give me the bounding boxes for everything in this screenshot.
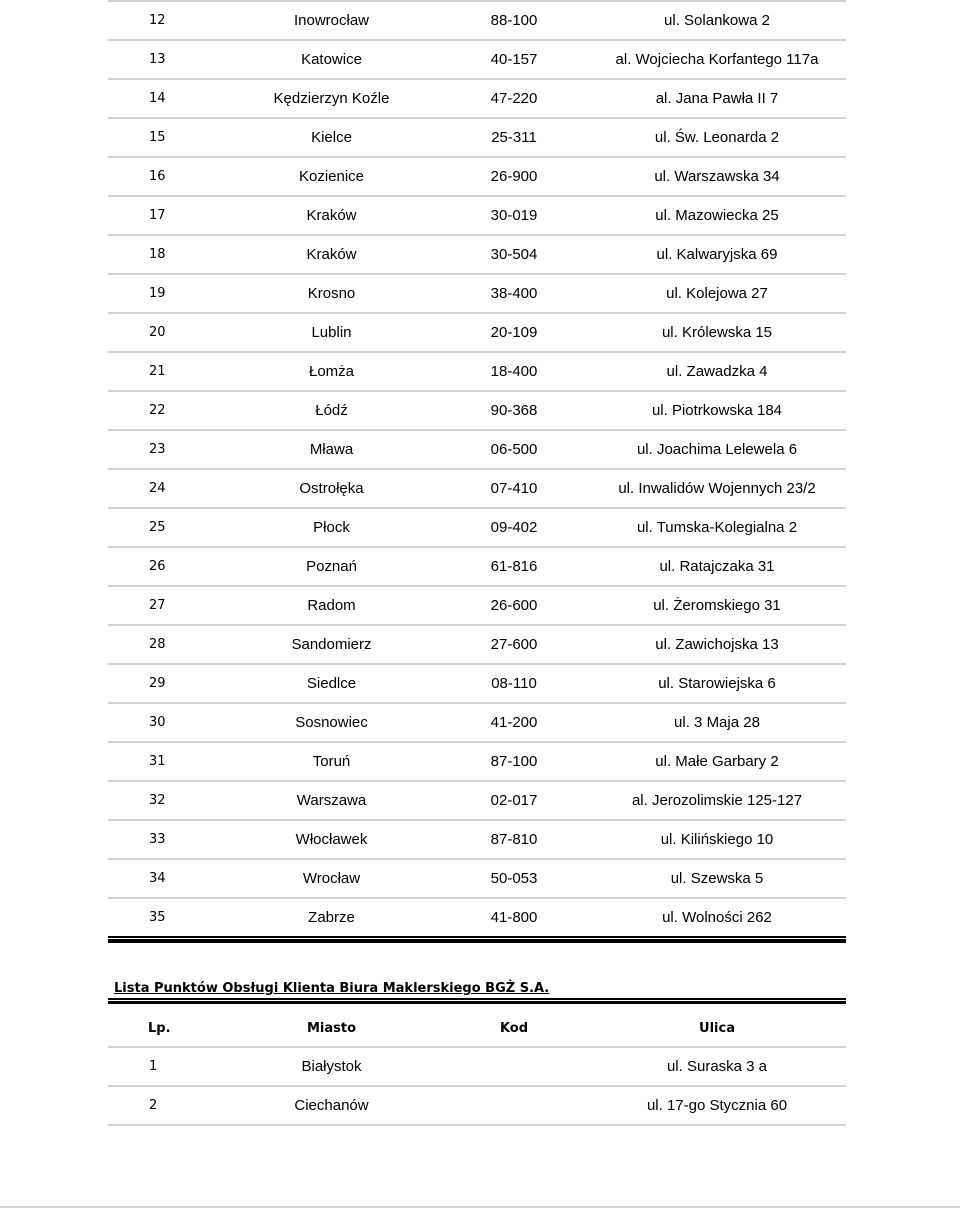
- table-row: [108, 781, 846, 820]
- city-cell: Płock: [223, 508, 440, 547]
- title-rule: [108, 1001, 846, 1004]
- header-lp: Lp.: [108, 1010, 223, 1047]
- row-number: 19: [108, 274, 223, 313]
- city-cell: Kielce: [223, 118, 440, 157]
- row-number: 33: [108, 820, 223, 859]
- street-cell: ul. Królewska 15: [588, 313, 846, 352]
- row-number: 30: [108, 703, 223, 742]
- city-cell: Inowrocław: [223, 2, 440, 40]
- postal-code-cell: 27-600: [440, 625, 588, 664]
- row-number: 26: [108, 547, 223, 586]
- table-row: [108, 742, 846, 781]
- city-cell: Kraków: [223, 196, 440, 235]
- street-cell: ul. Tumska-Kolegialna 2: [588, 508, 846, 547]
- table-row: [108, 859, 846, 898]
- city-cell: Toruń: [223, 742, 440, 781]
- row-number: 25: [108, 508, 223, 547]
- street-cell: ul. Solankowa 2: [588, 2, 846, 40]
- postal-code-cell: [440, 1086, 588, 1125]
- table-row: [108, 430, 846, 469]
- street-cell: ul. Warszawska 34: [588, 157, 846, 196]
- street-cell: ul. Ratajczaka 31: [588, 547, 846, 586]
- table-row: [108, 469, 846, 508]
- street-cell: ul. 3 Maja 28: [588, 703, 846, 742]
- street-cell: ul. Joachima Lelewela 6: [588, 430, 846, 469]
- table-row: [108, 703, 846, 742]
- table-end-rule: [108, 936, 846, 938]
- table-row: [108, 1086, 846, 1125]
- title-rule: [108, 998, 846, 1000]
- table-row: [108, 79, 846, 118]
- postal-code-cell: 90-368: [440, 391, 588, 430]
- street-cell: ul. Małe Garbary 2: [588, 742, 846, 781]
- city-cell: Mława: [223, 430, 440, 469]
- client-points-table: [108, 1010, 846, 1126]
- city-cell: Ciechanów: [223, 1086, 440, 1125]
- row-number: 32: [108, 781, 223, 820]
- table-row: [108, 898, 846, 937]
- header-street: Ulica: [588, 1010, 846, 1047]
- city-cell: Ostrołęka: [223, 469, 440, 508]
- row-number: 2: [108, 1086, 223, 1125]
- city-cell: Lublin: [223, 313, 440, 352]
- street-cell: al. Jerozolimskie 125-127: [588, 781, 846, 820]
- row-number: 1: [108, 1047, 223, 1086]
- street-cell: ul. Wolności 262: [588, 898, 846, 937]
- row-number: 31: [108, 742, 223, 781]
- street-cell: ul. Kolejowa 27: [588, 274, 846, 313]
- row-number: 20: [108, 313, 223, 352]
- postal-code-cell: 06-500: [440, 430, 588, 469]
- table-row: [108, 664, 846, 703]
- postal-code-cell: 20-109: [440, 313, 588, 352]
- street-cell: ul. Piotrkowska 184: [588, 391, 846, 430]
- street-cell: ul. Suraska 3 a: [588, 1047, 846, 1086]
- street-cell: ul. Kalwaryjska 69: [588, 235, 846, 274]
- table-row: [108, 547, 846, 586]
- city-cell: Wrocław: [223, 859, 440, 898]
- street-cell: ul. Kilińskiego 10: [588, 820, 846, 859]
- postal-code-cell: 30-019: [440, 196, 588, 235]
- row-number: 28: [108, 625, 223, 664]
- city-cell: Sosnowiec: [223, 703, 440, 742]
- city-cell: Łomża: [223, 352, 440, 391]
- city-cell: Poznań: [223, 547, 440, 586]
- street-cell: ul. Szewska 5: [588, 859, 846, 898]
- city-cell: Radom: [223, 586, 440, 625]
- street-cell: ul. 17-go Stycznia 60: [588, 1086, 846, 1125]
- row-number: 21: [108, 352, 223, 391]
- postal-code-cell: 26-600: [440, 586, 588, 625]
- street-cell: ul. Zawichojska 13: [588, 625, 846, 664]
- table-row: [108, 625, 846, 664]
- postal-code-cell: 41-200: [440, 703, 588, 742]
- row-number: 34: [108, 859, 223, 898]
- table-row: [108, 508, 846, 547]
- row-number: 24: [108, 469, 223, 508]
- branch-table: [108, 2, 846, 938]
- table-row: [108, 40, 846, 79]
- postal-code-cell: 61-816: [440, 547, 588, 586]
- street-cell: ul. Św. Leonarda 2: [588, 118, 846, 157]
- table-end-rule: [108, 939, 846, 943]
- street-cell: ul. Mazowiecka 25: [588, 196, 846, 235]
- postal-code-cell: 50-053: [440, 859, 588, 898]
- table-row: [108, 235, 846, 274]
- header-city: Miasto: [223, 1010, 440, 1047]
- postal-code-cell: 02-017: [440, 781, 588, 820]
- table-row: [108, 157, 846, 196]
- city-cell: Warszawa: [223, 781, 440, 820]
- street-cell: al. Jana Pawła II 7: [588, 79, 846, 118]
- postal-code-cell: 40-157: [440, 40, 588, 79]
- city-cell: Zabrze: [223, 898, 440, 937]
- postal-code-cell: 25-311: [440, 118, 588, 157]
- postal-code-cell: 87-100: [440, 742, 588, 781]
- city-cell: Kędzierzyn Koźle: [223, 79, 440, 118]
- row-number: 14: [108, 79, 223, 118]
- section-title: Lista Punktów Obsługi Klienta Biura Maklerskiego BGŻ S.A.: [114, 981, 550, 996]
- postal-code-cell: 41-800: [440, 898, 588, 937]
- table-row: [108, 196, 846, 235]
- city-cell: Białystok: [223, 1047, 440, 1086]
- row-number: 15: [108, 118, 223, 157]
- postal-code-cell: [440, 1047, 588, 1086]
- row-number: 12: [108, 2, 223, 40]
- table-row: [108, 820, 846, 859]
- city-cell: Kraków: [223, 235, 440, 274]
- row-number: 29: [108, 664, 223, 703]
- header-code: Kod: [440, 1010, 588, 1047]
- row-number: 22: [108, 391, 223, 430]
- row-number: 35: [108, 898, 223, 937]
- city-cell: Siedlce: [223, 664, 440, 703]
- city-cell: Włocławek: [223, 820, 440, 859]
- table-row: [108, 586, 846, 625]
- branch-table-body: [108, 2, 846, 937]
- table-row: [108, 118, 846, 157]
- row-number: 13: [108, 40, 223, 79]
- row-number: 17: [108, 196, 223, 235]
- postal-code-cell: 18-400: [440, 352, 588, 391]
- postal-code-cell: 87-810: [440, 820, 588, 859]
- city-cell: Kozienice: [223, 157, 440, 196]
- table-row: [108, 2, 846, 40]
- postal-code-cell: 08-110: [440, 664, 588, 703]
- row-number: 18: [108, 235, 223, 274]
- street-cell: ul. Żeromskiego 31: [588, 586, 846, 625]
- city-cell: Sandomierz: [223, 625, 440, 664]
- street-cell: al. Wojciecha Korfantego 117a: [588, 40, 846, 79]
- postal-code-cell: 09-402: [440, 508, 588, 547]
- postal-code-cell: 47-220: [440, 79, 588, 118]
- table-row: [108, 313, 846, 352]
- client-points-table-body: [108, 1047, 846, 1125]
- postal-code-cell: 38-400: [440, 274, 588, 313]
- postal-code-cell: 88-100: [440, 2, 588, 40]
- postal-code-cell: 30-504: [440, 235, 588, 274]
- table-row: [108, 1047, 846, 1086]
- street-cell: ul. Zawadzka 4: [588, 352, 846, 391]
- postal-code-cell: 07-410: [440, 469, 588, 508]
- row-number: 16: [108, 157, 223, 196]
- city-cell: Krosno: [223, 274, 440, 313]
- table-row: [108, 352, 846, 391]
- row-number: 23: [108, 430, 223, 469]
- table-header-row: [108, 1010, 846, 1047]
- postal-code-cell: 26-900: [440, 157, 588, 196]
- street-cell: ul. Starowiejska 6: [588, 664, 846, 703]
- city-cell: Katowice: [223, 40, 440, 79]
- city-cell: Łódź: [223, 391, 440, 430]
- street-cell: ul. Inwalidów Wojennych 23/2: [588, 469, 846, 508]
- footer-rule: [0, 1206, 960, 1208]
- table-row: [108, 391, 846, 430]
- row-number: 27: [108, 586, 223, 625]
- table-row: [108, 274, 846, 313]
